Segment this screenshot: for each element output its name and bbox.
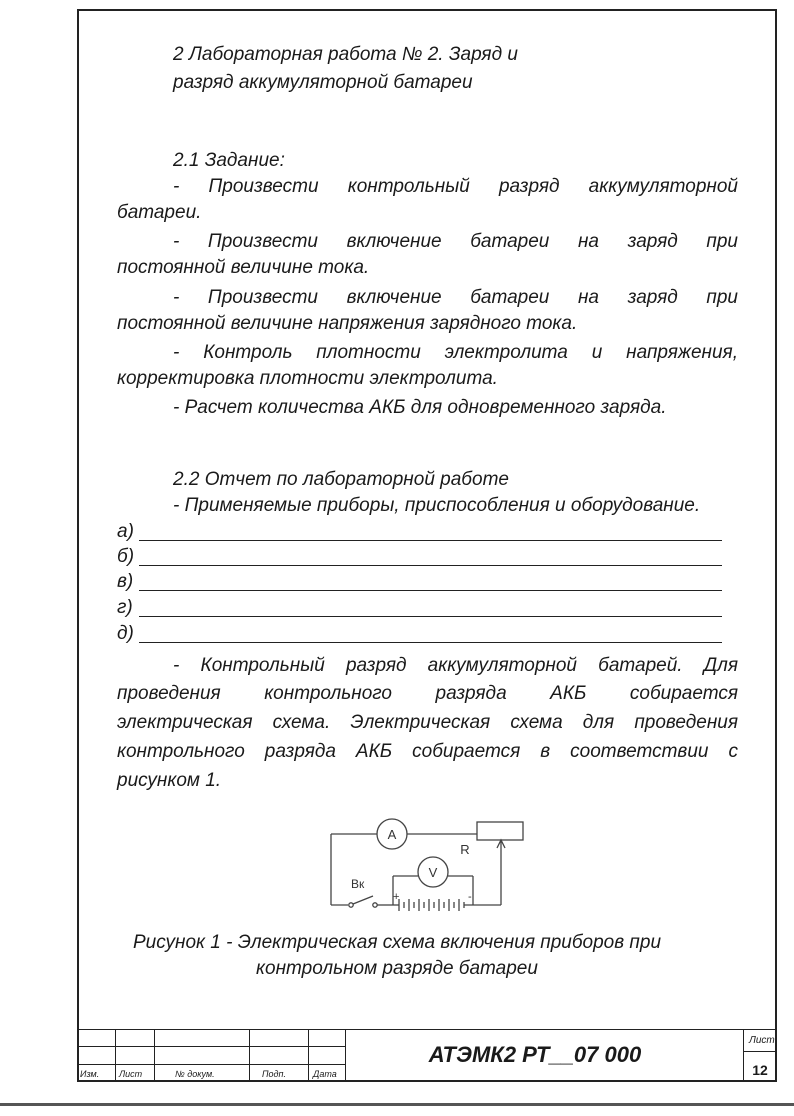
report-equipment-item: - Применяемые приборы, приспособления и оборудование.: [173, 495, 701, 516]
task-item-3: - Произвести включение батареи на заряд при: [173, 287, 738, 308]
task-item-4-cont: корректировка плотности электролита.: [117, 368, 498, 389]
title-block: [77, 1029, 777, 1082]
blank-line-v: [117, 571, 722, 593]
figure-caption-line-2: контрольном разряде батареи: [256, 958, 538, 979]
discharge-line-2: проведения контрольного разряда АКБ собирается: [117, 683, 738, 704]
minus-label: -: [468, 891, 472, 903]
discharge-line-4: контрольного разряда АКБ собирается в соответствии с: [117, 741, 738, 762]
blank-line-b: [117, 546, 722, 568]
ammeter-label: A: [387, 827, 397, 842]
blank-label: б): [117, 546, 135, 567]
task-item-5: - Расчет количества АКБ для одновременного заряда.: [173, 397, 667, 418]
stamp-col-izm: Изм.: [80, 1069, 100, 1079]
task-item-1-cont: батареи.: [117, 202, 202, 223]
blank-line-a: [117, 521, 722, 543]
report-heading: 2.2 Отчет по лабораторной работе: [173, 469, 509, 490]
figure-caption-line-1: Рисунок 1 - Электрическая схема включения приборов при: [132, 932, 662, 953]
title-line-1: 2 Лабораторная работа № 2. Заряд и: [173, 44, 518, 65]
sheet-label: Лист: [749, 1035, 775, 1046]
switch-label: Вк: [351, 877, 365, 891]
task-item-2: - Произвести включение батареи на заряд при: [173, 231, 738, 252]
page-bottom-rule: [0, 1103, 794, 1106]
voltmeter-label: V: [428, 865, 438, 880]
title-line-2: разряд аккумуляторной батареи: [173, 72, 473, 93]
task-item-1: - Произвести контрольный разряд аккумуляторной: [173, 176, 738, 197]
task-item-2-cont: постоянной величине тока.: [117, 257, 370, 278]
stamp-col-list: Лист: [119, 1069, 143, 1079]
sheet-number: 12: [752, 1062, 768, 1078]
discharge-line-3: электрическая схема. Электрическая схема для проведения: [117, 712, 738, 733]
blank-label: в): [117, 571, 134, 592]
stamp-col-sign: Подп.: [262, 1069, 286, 1079]
blank-label: д): [117, 623, 134, 644]
stamp-col-date: Дата: [313, 1069, 337, 1079]
task-heading: 2.1 Задание:: [173, 150, 285, 171]
blank-label: г): [117, 597, 133, 618]
stamp-col-doc: № докум.: [175, 1069, 215, 1079]
resistor-label: R: [460, 842, 470, 857]
document-code: АТЭМК2 РТ__07 000: [428, 1042, 642, 1067]
blank-line-g: [117, 597, 722, 619]
discharge-line-5: рисунком 1.: [117, 770, 222, 791]
blank-label: а): [117, 521, 134, 542]
task-item-3-cont: постоянной величине напряжения зарядного тока.: [117, 313, 578, 334]
plus-label: +: [393, 891, 400, 903]
discharge-line-1: - Контрольный разряд аккумуляторной батарей. Для: [173, 655, 738, 676]
resistor-symbol: [477, 822, 523, 840]
blank-line-d: [117, 623, 722, 645]
circuit-diagram: [315, 812, 535, 918]
battery-symbol: [399, 899, 464, 911]
task-item-4: - Контроль плотности электролита и напряжения,: [173, 342, 738, 363]
